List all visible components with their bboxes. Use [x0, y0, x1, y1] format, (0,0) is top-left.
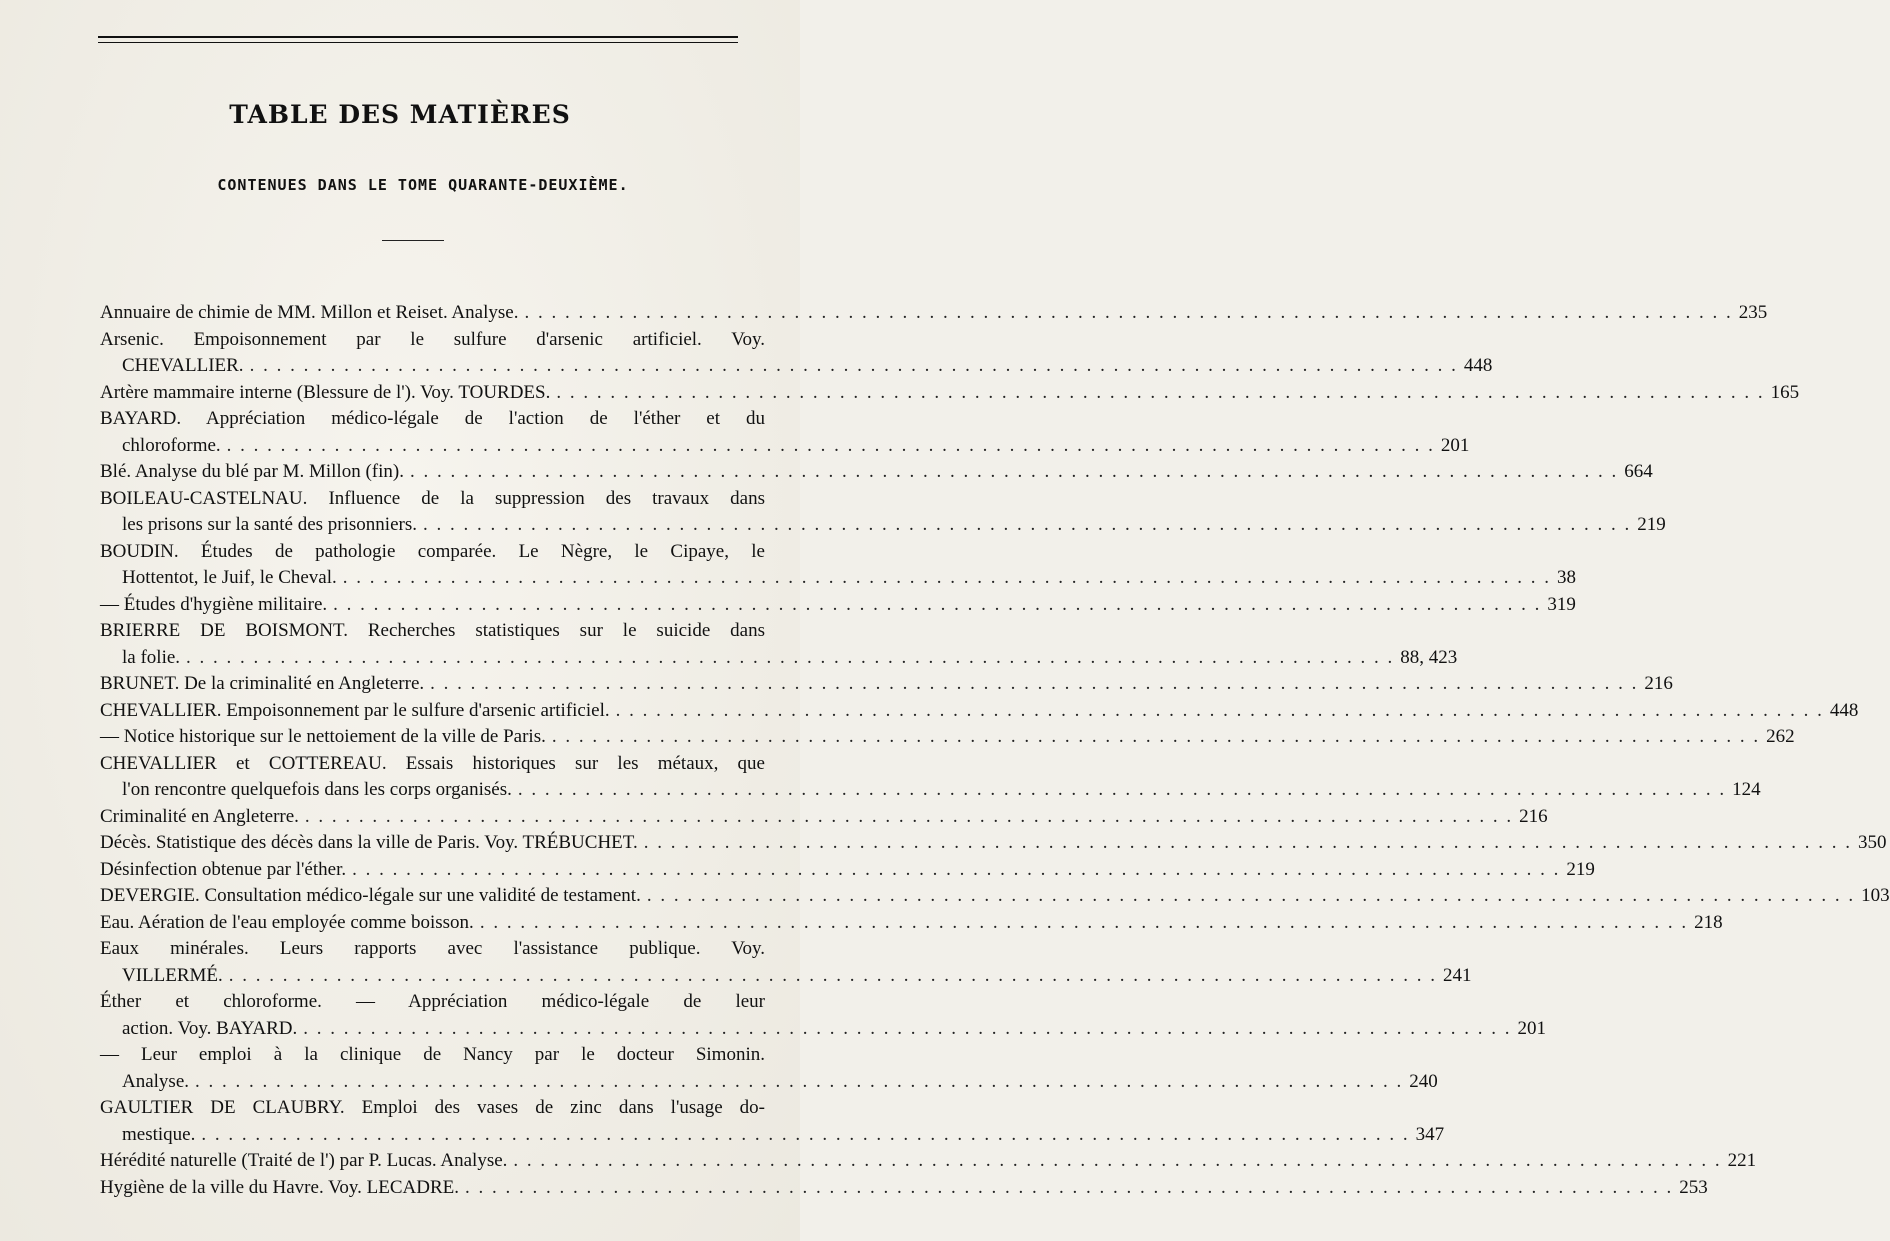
entry-text: CHEVALLIER et COTTEREAU. Essais historiques sur les métaux, que: [100, 752, 765, 774]
entry-continuation-line: [100, 353, 1493, 380]
entry-continuation-line: [100, 512, 1666, 539]
dot-leader: [518, 777, 1726, 804]
dot-leader: [229, 963, 1437, 990]
page-number: 103: [1861, 885, 1890, 906]
entry-line: [100, 618, 765, 645]
dot-leader: [186, 645, 1394, 672]
page-number: 219: [1566, 858, 1595, 880]
index-entry: [100, 539, 1577, 592]
entry-continuation-line: [100, 777, 1761, 804]
entry-text: Décès. Statistique des décès dans la ville de Paris. Voy. TRÉBUCHET.: [100, 832, 638, 853]
entry-text: — Leur emploi à la clinique de Nancy par le docteur Simonin.: [100, 1044, 765, 1065]
dot-leader: [524, 300, 1732, 327]
page-number: 216: [1644, 673, 1673, 694]
entry-text: Hérédité naturelle (Traité de l') par P. Lucas. Analyse.: [100, 1150, 508, 1171]
entry-text: CHEVALLIER.: [122, 355, 244, 376]
entry-line: [100, 327, 765, 354]
entry-line: [100, 989, 765, 1016]
index-entry: [100, 1042, 1438, 1095]
dot-leader: [201, 1122, 1409, 1149]
index-entry: [100, 1148, 1757, 1175]
entry-text: chloroforme.: [122, 434, 221, 456]
entry-text: VILLERMÉ.: [122, 964, 223, 986]
index-entry: [100, 830, 1887, 857]
dot-leader: [430, 671, 1638, 698]
entry-text: Criminalité en Angleterre.: [100, 805, 299, 827]
index-entry: [100, 1175, 1708, 1202]
dot-leader: [195, 1069, 1403, 1096]
dot-leader: [552, 724, 1760, 751]
entry-continuation-line: [100, 565, 1577, 592]
entry-line: [100, 486, 765, 513]
entry-text: BOILEAU-CASTELNAU. Influence de la suppression des travaux dans: [100, 487, 765, 509]
entry-line: [100, 910, 1723, 937]
entry-text: action. Voy. BAYARD.: [122, 1017, 298, 1039]
index-entry: [100, 989, 1546, 1042]
page-number: 448: [1829, 699, 1859, 721]
index-entry: [100, 724, 1795, 751]
page-number: 218: [1694, 911, 1723, 933]
index-entry: [100, 459, 1653, 486]
index-entry: [100, 804, 1548, 831]
dot-leader: [343, 565, 1551, 592]
page-title: TABLE DES MATIÈRES: [229, 100, 571, 129]
page-number: 319: [1547, 593, 1576, 615]
header-rule: [98, 36, 738, 38]
dot-leader: [423, 512, 1631, 539]
index-entry: [100, 300, 1768, 327]
entry-continuation-line: [100, 1122, 1445, 1149]
index-entry: [100, 671, 1673, 698]
entry-text: Désinfection obtenue par l'éther.: [100, 858, 347, 880]
entry-line: [100, 671, 1673, 698]
index-entry: [100, 1095, 1445, 1148]
page-number: 240: [1409, 1070, 1438, 1092]
entry-text: l'on rencontre quelquefois dans les corps organisés.: [122, 779, 512, 800]
page-subtitle: CONTENUES DANS LE TOME QUARANTE-DEUXIÈME.: [217, 176, 629, 194]
index-entries: [100, 300, 1890, 1201]
page-number: 124: [1732, 779, 1761, 800]
entry-line: [100, 459, 1653, 486]
dot-leader: [465, 1175, 1673, 1202]
entry-text: mestique.: [122, 1123, 196, 1145]
entry-line: [100, 1042, 765, 1069]
entry-line: [100, 1148, 1757, 1175]
dot-leader: [305, 804, 1513, 831]
entry-text: GAULTIER DE CLAUBRY. Emploi des vases de zinc dans l'usage do-: [100, 1097, 765, 1118]
entry-line: [100, 539, 765, 566]
index-entry: [100, 910, 1723, 937]
dot-leader: [303, 1016, 1511, 1043]
page-number: 664: [1624, 461, 1653, 482]
entry-text: Eau. Aération de l'eau employée comme boisson.: [100, 911, 474, 933]
entry-continuation-line: [100, 433, 1470, 460]
entry-line: [100, 830, 1887, 857]
page-number: 241: [1443, 964, 1472, 986]
entry-line: [100, 724, 1795, 751]
entry-line: [100, 936, 765, 963]
entry-text: Analyse.: [122, 1070, 190, 1092]
entry-text: Eaux minérales. Leurs rapports avec l'assistance publique. Voy.: [100, 938, 765, 959]
dot-leader: [513, 1148, 1721, 1175]
index-entry: [100, 406, 1470, 459]
page-number: 221: [1727, 1150, 1757, 1171]
entry-line: [100, 380, 1800, 407]
entry-line: [100, 751, 765, 778]
entry-text: BOUDIN. Études de pathologie comparée. Le Nègre, le Cipaye, le: [100, 540, 765, 562]
index-entry: [100, 592, 1576, 619]
index-entry: [100, 380, 1800, 407]
entry-line: [100, 300, 1768, 327]
page-number: 448: [1463, 355, 1493, 376]
index-entry: [100, 857, 1595, 884]
entry-text: BRIERRE DE BOISMONT. Recherches statistiques sur le suicide dans: [100, 620, 765, 641]
entry-text: Éther et chloroforme. — Appréciation médico-légale de leur: [100, 991, 765, 1012]
index-entry: [100, 327, 1493, 380]
entry-text: Hygiène de la ville du Havre. Voy. LECADRE.: [100, 1176, 459, 1198]
entry-text: — Notice historique sur le nettoiement de la ville de Paris.: [100, 726, 546, 747]
page-number: 201: [1440, 434, 1470, 456]
entry-text: Hottentot, le Juif, le Cheval.: [122, 567, 337, 588]
index-entry: [100, 486, 1666, 539]
page-number: 216: [1519, 805, 1548, 827]
page-number: 347: [1415, 1123, 1445, 1145]
entry-text: — Études d'hygiène militaire.: [100, 593, 328, 615]
dot-leader: [616, 698, 1824, 725]
entry-text: DEVERGIE. Consultation médico-légale sur une validité de testament.: [100, 885, 641, 906]
dot-leader: [333, 592, 1541, 619]
index-entry: [100, 618, 1458, 671]
entry-continuation-line: [100, 1016, 1546, 1043]
dot-leader: [250, 353, 1458, 380]
page-number: 201: [1517, 1017, 1546, 1039]
entry-line: [100, 1095, 765, 1122]
dot-leader: [352, 857, 1560, 884]
page-number: 88, 423: [1400, 646, 1458, 668]
page-number: 38: [1557, 567, 1577, 588]
title-divider: [382, 240, 444, 241]
header-rule-thin: [98, 42, 738, 43]
entry-text: la folie.: [122, 646, 181, 668]
dot-leader: [556, 380, 1764, 407]
entry-text: Annuaire de chimie de MM. Millon et Reiset. Analyse.: [100, 302, 519, 323]
entry-line: [100, 592, 1576, 619]
page-number: 350: [1857, 832, 1887, 853]
entry-continuation-line: [100, 1069, 1438, 1096]
page-number: 219: [1637, 514, 1666, 535]
dot-leader: [647, 883, 1855, 910]
entry-text: Arsenic. Empoisonnement par le sulfure d'arsenic artificiel. Voy.: [100, 328, 765, 350]
entry-line: [100, 698, 1859, 725]
dot-leader: [227, 433, 1435, 460]
entry-continuation-line: [100, 963, 1472, 990]
page-number: 262: [1766, 726, 1795, 747]
page-number: 235: [1738, 302, 1768, 323]
entry-continuation-line: [100, 645, 1458, 672]
index-entry: [100, 698, 1859, 725]
index-entry: [100, 751, 1761, 804]
entry-line: [100, 883, 1890, 910]
entry-text: Artère mammaire interne (Blessure de l'). Voy. TOURDES.: [100, 381, 551, 403]
entry-line: [100, 857, 1595, 884]
entry-text: CHEVALLIER. Empoisonnement par le sulfure d'arsenic artificiel.: [100, 699, 610, 721]
entry-line: [100, 406, 765, 433]
dot-leader: [410, 459, 1618, 486]
entry-text: Blé. Analyse du blé par M. Millon (fin).: [100, 461, 404, 482]
index-entry: [100, 883, 1890, 910]
entry-text: BAYARD. Appréciation médico-légale de l'action de l'éther et du: [100, 408, 765, 429]
page-number: 165: [1770, 381, 1800, 403]
entry-line: [100, 1175, 1708, 1202]
index-entry: [100, 936, 1472, 989]
entry-line: [100, 804, 1548, 831]
entry-text: les prisons sur la santé des prisonniers.: [122, 514, 417, 535]
entry-text: BRUNET. De la criminalité en Angleterre.: [100, 673, 425, 694]
page-number: 253: [1679, 1176, 1708, 1198]
dot-leader: [480, 910, 1688, 937]
dot-leader: [644, 830, 1852, 857]
